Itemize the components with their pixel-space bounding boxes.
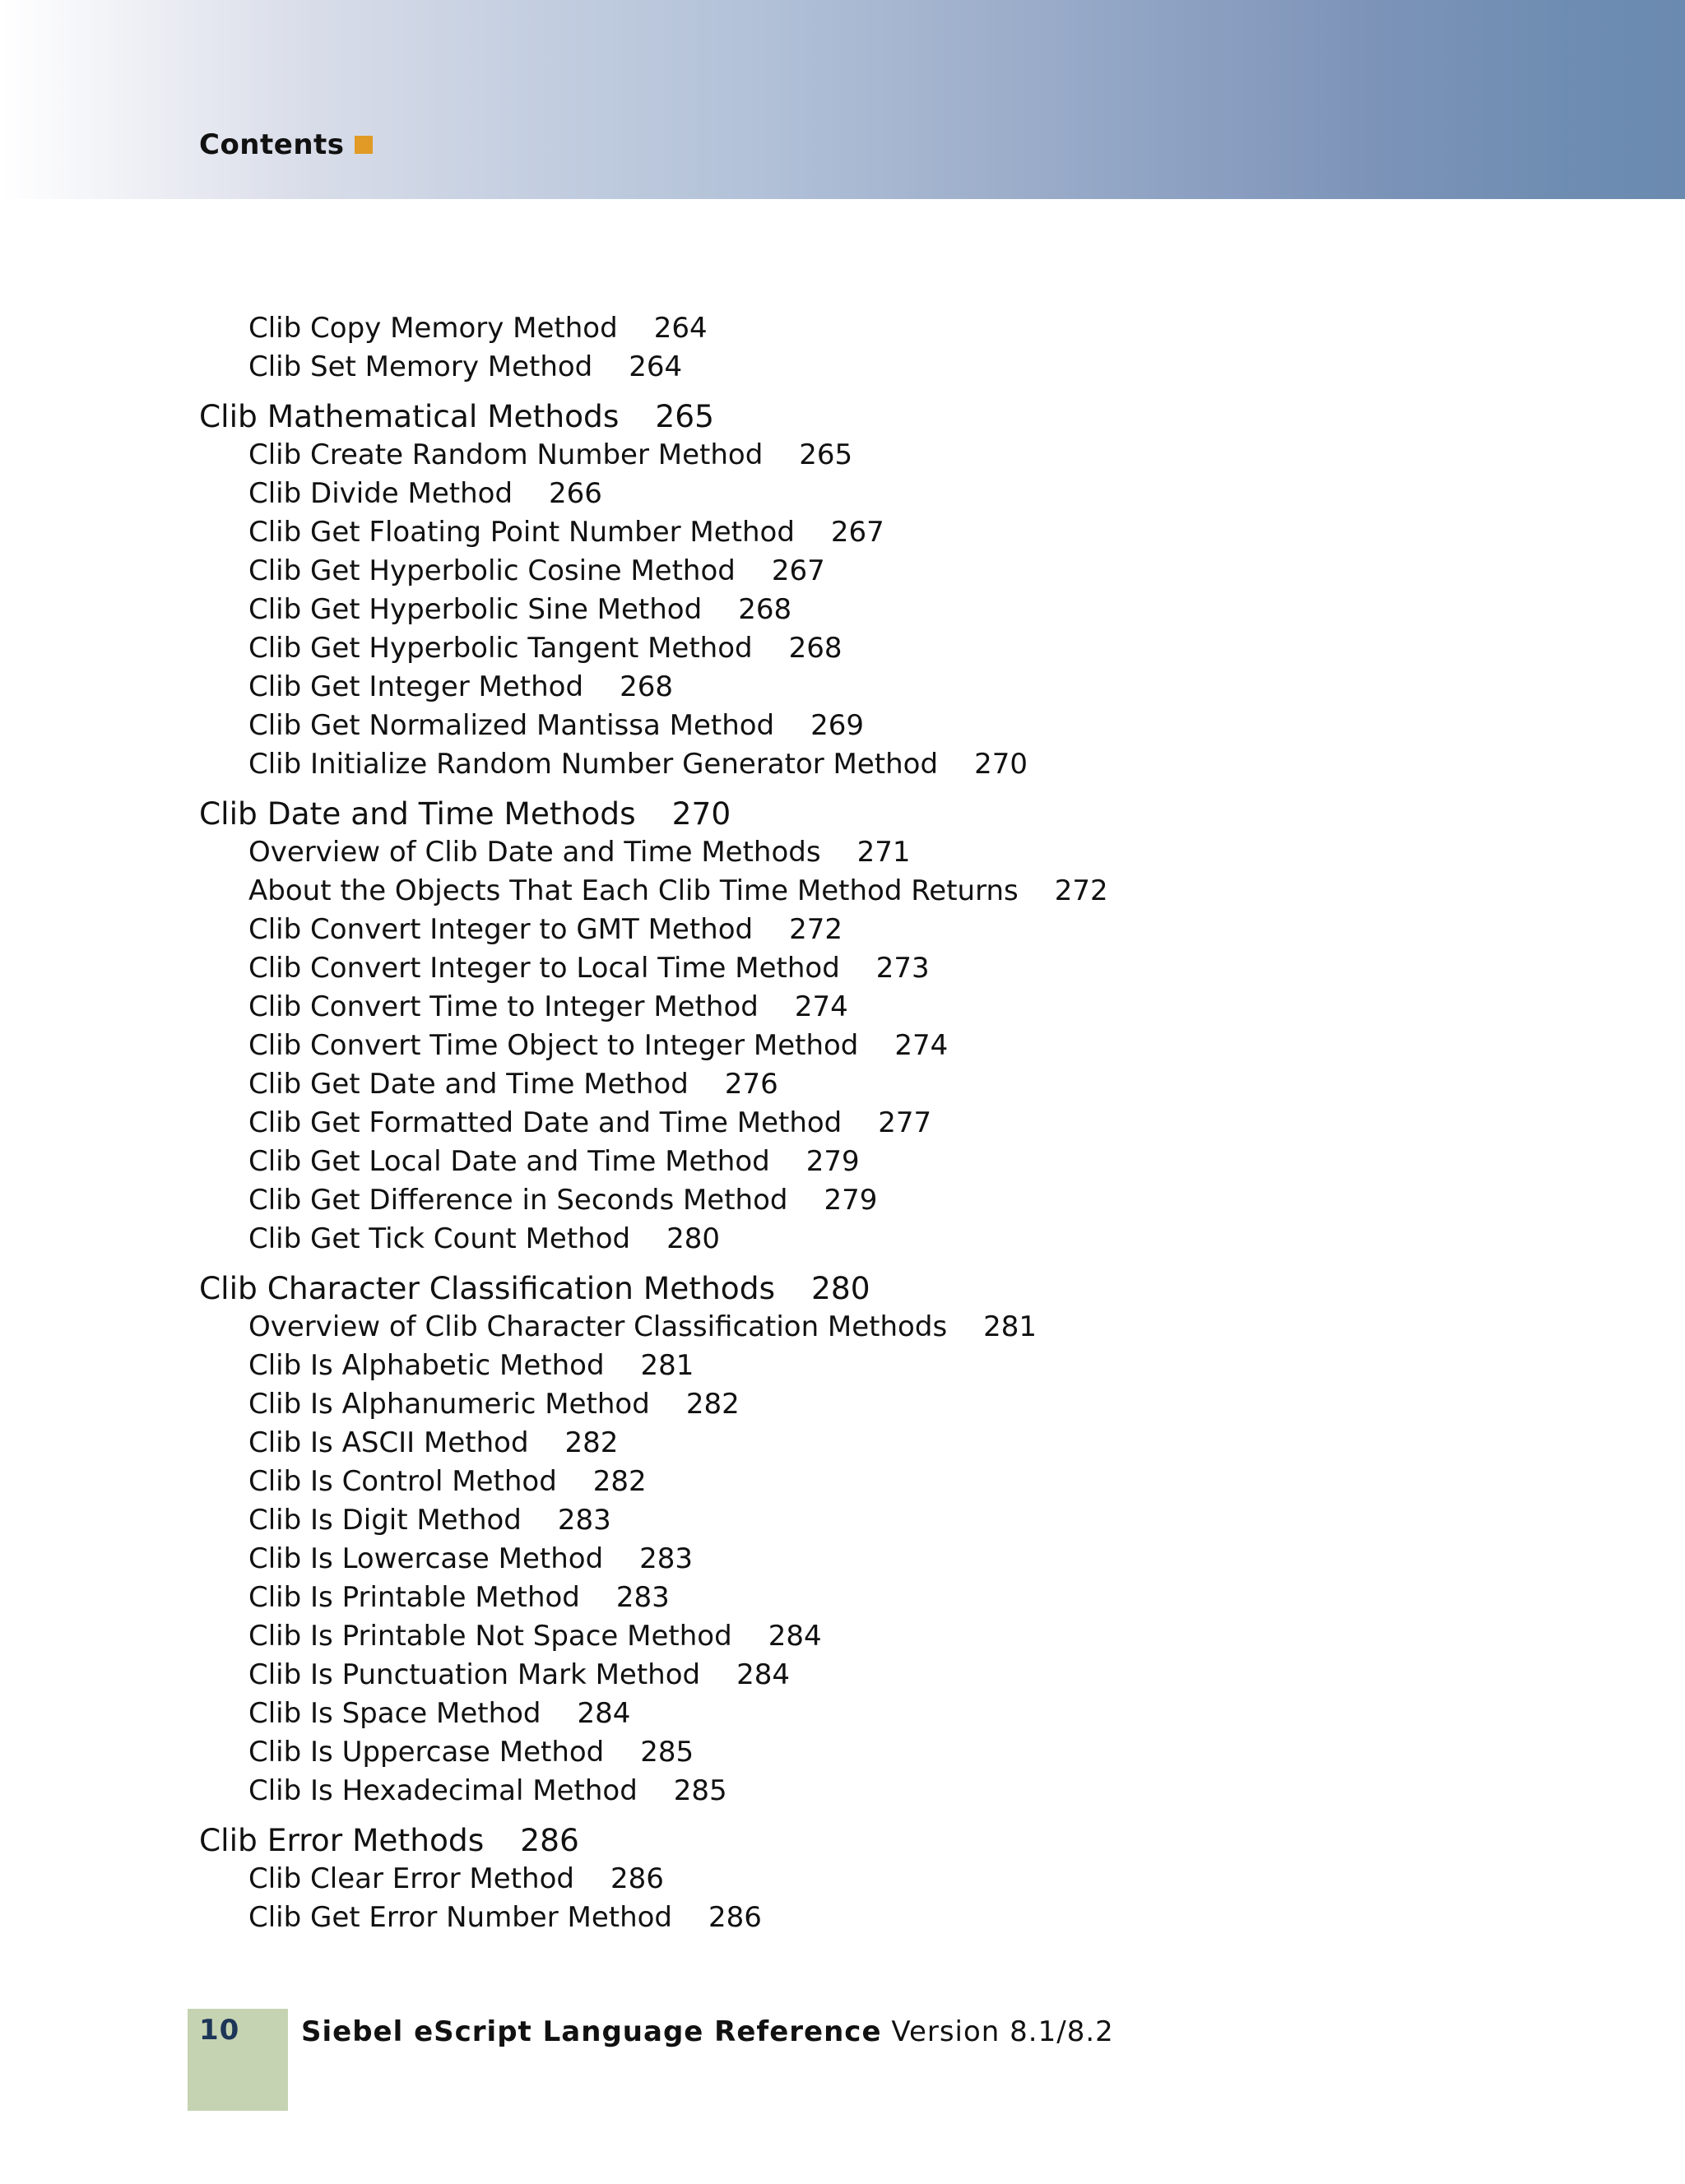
toc-section-entry[interactable] <box>199 396 1557 436</box>
toc-entry-title: Clib Is Alphabetic Method <box>248 1349 605 1382</box>
toc-entry-page: 274 <box>894 1029 949 1062</box>
toc-entry-page: 283 <box>557 1504 611 1537</box>
toc-entry-page: 286 <box>610 1862 664 1895</box>
toc-entry[interactable] <box>199 1065 1557 1104</box>
toc-entry[interactable] <box>199 591 1557 629</box>
toc-entry[interactable] <box>199 1733 1557 1772</box>
toc-entry-page: 281 <box>983 1310 1037 1343</box>
toc-entry[interactable] <box>199 1424 1557 1463</box>
footer-version: Version 8.1/8.2 <box>891 2015 1114 2048</box>
toc-entry-title: Clib Get Date and Time Method <box>248 1068 689 1101</box>
toc-entry-page: 272 <box>789 913 843 946</box>
toc-entry-page: 272 <box>1054 874 1108 907</box>
toc-entry-page: 267 <box>830 516 884 549</box>
toc-entry-page: 283 <box>639 1542 694 1575</box>
toc-entry[interactable] <box>199 1540 1557 1579</box>
table-of-contents <box>199 309 1557 1937</box>
section-title-text: Contents <box>199 128 345 161</box>
toc-entry-title: Overview of Clib Date and Time Methods <box>248 836 821 869</box>
toc-entry[interactable] <box>199 629 1557 668</box>
toc-entry-title: Clib Date and Time Methods <box>199 795 636 832</box>
toc-entry-title: Clib Get Tick Count Method <box>248 1222 631 1255</box>
toc-entry-page: 286 <box>708 1901 762 1934</box>
toc-entry-page: 274 <box>794 990 848 1023</box>
section-title <box>199 128 373 161</box>
toc-section-entry[interactable] <box>199 1268 1557 1308</box>
toc-entry-page: 284 <box>768 1620 822 1653</box>
toc-entry[interactable] <box>199 1027 1557 1065</box>
toc-entry[interactable] <box>199 1579 1557 1617</box>
toc-entry[interactable] <box>199 1772 1557 1811</box>
footer-book-title: Siebel eScript Language Reference <box>301 2015 882 2048</box>
toc-entry-title: Clib Get Error Number Method <box>248 1901 673 1934</box>
toc-entry-page: 280 <box>666 1222 720 1255</box>
toc-entry-title: Clib Set Memory Method <box>248 350 593 383</box>
toc-entry-page: 268 <box>620 670 673 703</box>
toc-section-entry[interactable] <box>199 1820 1557 1860</box>
toc-entry-page: 276 <box>724 1068 778 1101</box>
toc-entry-title: Clib Is Hexadecimal Method <box>248 1774 638 1807</box>
toc-entry-page: 265 <box>799 438 853 471</box>
toc-entry-page: 264 <box>629 350 683 383</box>
toc-entry-page: 264 <box>653 312 708 345</box>
toc-entry-title: Clib Divide Method <box>248 477 513 510</box>
toc-entry-title: Clib Get Hyperbolic Cosine Method <box>248 554 736 587</box>
toc-entry[interactable] <box>199 1181 1557 1220</box>
toc-entry-page: 281 <box>640 1349 694 1382</box>
toc-entry-page: 282 <box>592 1465 647 1498</box>
toc-entry[interactable] <box>199 988 1557 1027</box>
toc-entry-title: Clib Convert Integer to Local Time Method <box>248 952 840 985</box>
toc-entry-page: 270 <box>671 795 731 832</box>
toc-entry-title: Clib Is Printable Method <box>248 1581 580 1614</box>
toc-entry-page: 266 <box>549 477 602 510</box>
toc-entry-title: Clib Get Formatted Date and Time Method <box>248 1106 842 1139</box>
toc-entry[interactable] <box>199 552 1557 591</box>
footer-page-number: 10 <box>199 2014 240 2047</box>
toc-entry-title: Clib Get Local Date and Time Method <box>248 1145 770 1178</box>
toc-entry-page: 269 <box>810 709 865 742</box>
toc-entry-title: Clib Is Lowercase Method <box>248 1542 604 1575</box>
toc-entry-page: 268 <box>738 593 792 626</box>
toc-entry-page: 273 <box>875 952 930 985</box>
toc-entry[interactable] <box>199 668 1557 707</box>
toc-entry[interactable] <box>199 1899 1557 1937</box>
toc-entry[interactable] <box>199 1385 1557 1424</box>
toc-entry[interactable] <box>199 309 1557 348</box>
toc-entry-title: Clib Get Difference in Seconds Method <box>248 1184 788 1217</box>
toc-entry[interactable] <box>199 707 1557 745</box>
toc-entry-title: About the Objects That Each Clib Time Method Returns <box>248 874 1019 907</box>
toc-entry-title: Clib Get Integer Method <box>248 670 584 703</box>
toc-entry-title: Clib Character Classification Methods <box>199 1270 776 1306</box>
toc-entry[interactable] <box>199 1308 1557 1347</box>
toc-entry[interactable] <box>199 833 1557 872</box>
toc-entry-page: 271 <box>856 836 911 869</box>
toc-entry-title: Clib Is Uppercase Method <box>248 1736 605 1769</box>
toc-entry-title: Overview of Clib Character Classification Methods <box>248 1310 948 1343</box>
toc-entry-page: 282 <box>685 1388 740 1421</box>
toc-entry[interactable] <box>199 1347 1557 1385</box>
toc-entry[interactable] <box>199 949 1557 988</box>
toc-entry[interactable] <box>199 475 1557 513</box>
header-band <box>0 0 1685 199</box>
toc-entry-title: Clib Create Random Number Method <box>248 438 764 471</box>
toc-entry-title: Clib Get Floating Point Number Method <box>248 516 795 549</box>
toc-entry[interactable] <box>199 1104 1557 1143</box>
toc-entry-title: Clib Error Methods <box>199 1822 485 1858</box>
toc-entry-title: Clib Is Alphanumeric Method <box>248 1388 650 1421</box>
toc-entry-page: 279 <box>805 1145 860 1178</box>
toc-entry-page: 282 <box>564 1426 619 1459</box>
toc-entry-title: Clib Initialize Random Number Generator Method <box>248 748 939 781</box>
toc-entry-title: Clib Clear Error Method <box>248 1862 574 1895</box>
toc-entry-title: Clib Copy Memory Method <box>248 312 618 345</box>
toc-entry-title: Clib Get Normalized Mantissa Method <box>248 709 775 742</box>
toc-entry-title: Clib Is Printable Not Space Method <box>248 1620 732 1653</box>
toc-entry-page: 284 <box>577 1697 631 1730</box>
toc-entry-title: Clib Convert Integer to GMT Method <box>248 913 754 946</box>
toc-entry-page: 265 <box>655 398 714 434</box>
footer-book-info <box>301 2015 1114 2048</box>
toc-entry-title: Clib Is Punctuation Mark Method <box>248 1658 701 1691</box>
toc-entry-title: Clib Get Hyperbolic Tangent Method <box>248 632 753 665</box>
orange-square-icon <box>355 136 373 154</box>
toc-entry-title: Clib Is ASCII Method <box>248 1426 529 1459</box>
toc-entry[interactable] <box>199 872 1557 911</box>
toc-entry-page: 283 <box>615 1581 670 1614</box>
toc-entry[interactable] <box>199 1463 1557 1501</box>
toc-entry-page: 284 <box>736 1658 790 1691</box>
toc-entry[interactable] <box>199 1695 1557 1733</box>
toc-entry-title: Clib Convert Time to Integer Method <box>248 990 759 1023</box>
toc-entry[interactable] <box>199 1860 1557 1899</box>
toc-entry-page: 279 <box>824 1184 878 1217</box>
toc-entry-page: 286 <box>520 1822 579 1858</box>
toc-entry[interactable] <box>199 1617 1557 1656</box>
toc-entry-page: 285 <box>673 1774 727 1807</box>
toc-entry-page: 277 <box>878 1106 932 1139</box>
toc-entry-title: Clib Is Digit Method <box>248 1504 522 1537</box>
toc-entry-page: 268 <box>788 632 842 665</box>
toc-entry[interactable] <box>199 1501 1557 1540</box>
toc-entry-title: Clib Get Hyperbolic Sine Method <box>248 593 703 626</box>
toc-entry[interactable] <box>199 1220 1557 1259</box>
toc-entry-title: Clib Mathematical Methods <box>199 398 620 434</box>
toc-section-entry[interactable] <box>199 794 1557 833</box>
toc-entry-page: 280 <box>811 1270 870 1306</box>
toc-entry-page: 267 <box>771 554 825 587</box>
toc-entry-title: Clib Is Control Method <box>248 1465 557 1498</box>
toc-entry[interactable] <box>199 513 1557 552</box>
toc-entry-page: 285 <box>640 1736 694 1769</box>
toc-entry-title: Clib Convert Time Object to Integer Method <box>248 1029 859 1062</box>
toc-entry[interactable] <box>199 1656 1557 1695</box>
toc-entry[interactable] <box>199 911 1557 949</box>
toc-entry[interactable] <box>199 1143 1557 1181</box>
toc-entry-page: 270 <box>974 748 1028 781</box>
toc-entry[interactable] <box>199 436 1557 475</box>
toc-entry[interactable] <box>199 745 1557 784</box>
toc-entry-title: Clib Is Space Method <box>248 1697 541 1730</box>
toc-entry[interactable] <box>199 348 1557 387</box>
